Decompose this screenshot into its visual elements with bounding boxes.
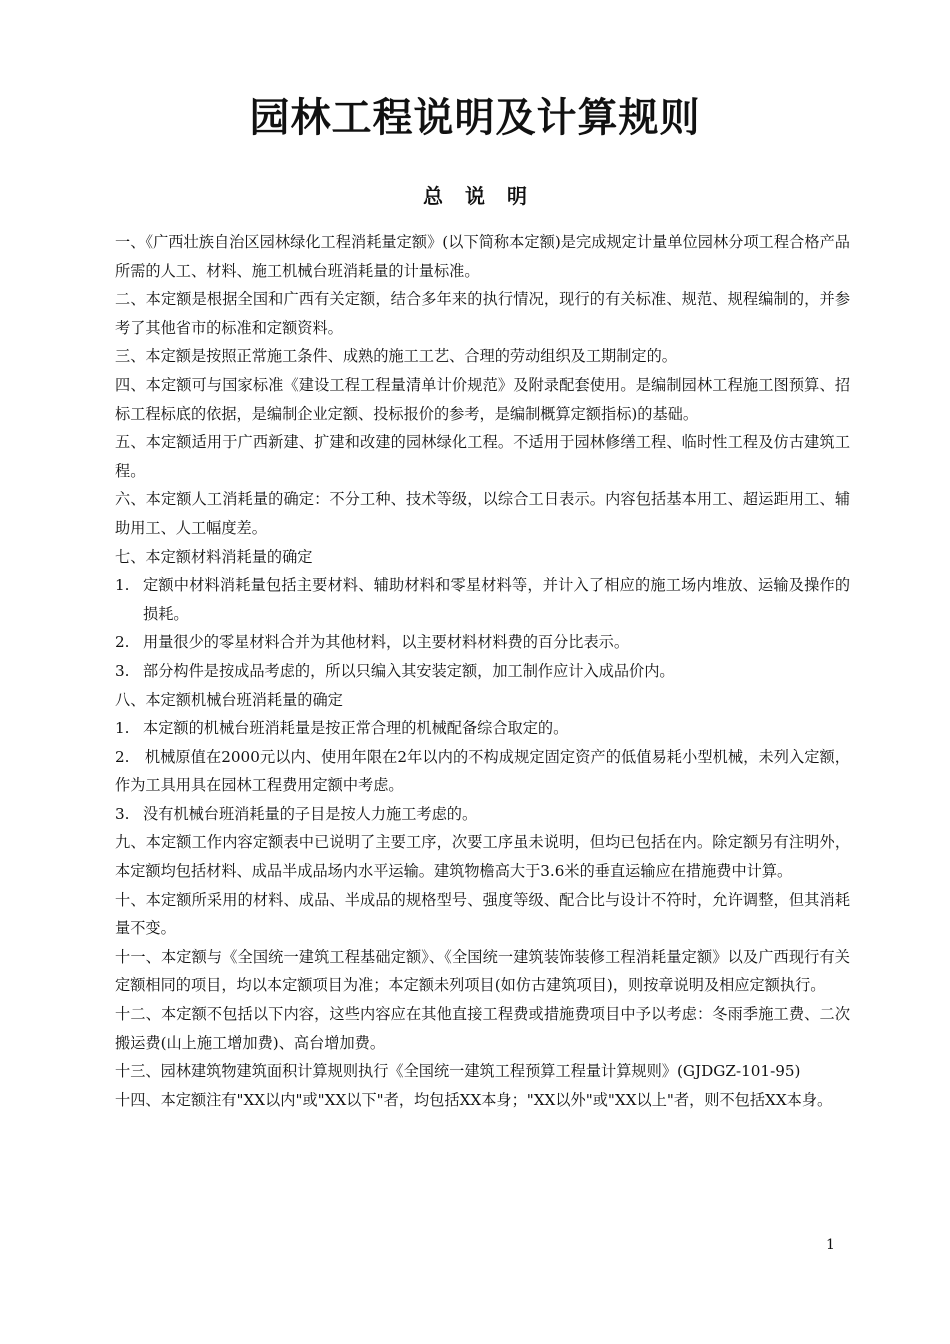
paragraph: 一、《广西壮族自治区园林绿化工程消耗量定额》(以下简称本定额)是完成规定计量单位园林分项工程合格产品所需的人工、材料、施工机械台班消耗量的计量标准。 bbox=[115, 233, 850, 280]
list-item-text: 用量很少的零星材料合并为其他材料，以主要材料材料费的百分比表示。 bbox=[143, 633, 629, 652]
list-item bbox=[115, 714, 850, 743]
paragraph: 六、本定额人工消耗量的确定：不分工种、技术等级，以综合工日表示。内容包括基本用工、超运距用工、辅助用工、人工幅度差。 bbox=[115, 490, 850, 537]
list-item bbox=[115, 800, 850, 829]
list-item bbox=[115, 657, 850, 686]
paragraph: 十二、本定额不包括以下内容，这些内容应在其他直接工程费或措施费项目中予以考虑：冬雨季施工费、二次搬运费(山上施工增加费)、高台增加费。 bbox=[115, 1005, 850, 1052]
paragraph: 三、本定额是按照正常施工条件、成熟的施工工艺、合理的劳动组织及工期制定的。 bbox=[115, 347, 677, 366]
paragraph: 十一、本定额与《全国统一建筑工程基础定额》、《全国统一建筑装饰装修工程消耗量定额》以及广西现行有关定额相同的项目，均以本定额项目为准；本定额未列项目(如仿古建筑项目)，则按章说明及相应定额执行。 bbox=[115, 947, 850, 995]
paragraph: 四、本定额可与国家标准《建设工程工程量清单计价规范》及附录配套使用。是编制园林工程施工图预算、招标工程标底的依据，是编制企业定额、投标报价的参考，是编制概算定额指标)的基础。 bbox=[115, 375, 850, 423]
paragraph: 八、本定额机械台班消耗量的确定 bbox=[115, 690, 343, 709]
document-title: 园林工程说明及计算规则 bbox=[249, 95, 701, 141]
list-item-text: 没有机械台班消耗量的子目是按人力施工考虑的。 bbox=[143, 804, 478, 823]
list-item-text: 本定额的机械台班消耗量是按正常合理的机械配备综合取定的。 bbox=[143, 719, 569, 738]
body-text bbox=[115, 228, 850, 1114]
paragraph: 十四、本定额注有"XX以内"或"XX以下"者，均包括XX本身；"XX以外"或"XX以上"者，则不包括XX本身。 bbox=[115, 1090, 833, 1109]
list-item-number: 3. bbox=[115, 661, 130, 680]
paragraph: 十、本定额所采用的材料、成品、半成品的规格型号、强度等级、配合比与设计不符时，允许调整，但其消耗量不变。 bbox=[115, 890, 850, 938]
section-title: 总说明 bbox=[423, 184, 549, 208]
list-item-text: 部分构件是按成品考虑的，所以只编入其安装定额，加工制作应计入成品价内。 bbox=[143, 661, 675, 680]
paragraph: 五、本定额适用于广西新建、扩建和改建的园林绿化工程。不适用于园林修缮工程、临时性工程及仿古建筑工程。 bbox=[115, 433, 850, 480]
list-item-text: 定额中材料消耗量包括主要材料、辅助材料和零星材料等，并计入了相应的施工场内堆放、运输及操作的损耗。 bbox=[143, 576, 850, 623]
list-item-number: 1. bbox=[115, 719, 130, 738]
paragraph: 七、本定额材料消耗量的确定 bbox=[115, 547, 313, 566]
list-item bbox=[115, 628, 850, 657]
paragraph: 二、本定额是根据全国和广西有关定额，结合多年来的执行情况，现行的有关标准、规范、规程编制的，并参考了其他省市的标准和定额资料。 bbox=[115, 290, 850, 337]
paragraph: 九、本定额工作内容定额表中已说明了主要工序，次要工序虽未说明，但均已包括在内。除定额另有注明外，本定额均包括材料、成品半成品场内水平运输。建筑物檐高大于3.6米的垂直运输应在措施费中计算。 bbox=[115, 833, 850, 881]
list-item-number: 2. bbox=[115, 633, 130, 652]
paragraph: 2. 机械原值在2000元以内、使用年限在2年以内的不构成规定固定资产的低值易耗小型机械，未列入定额，作为工具用具在园林工程费用定额中考虑。 bbox=[115, 747, 850, 795]
list-item-number: 3. bbox=[115, 804, 130, 823]
list-item-number: 1. bbox=[115, 576, 130, 595]
page-number: 1 bbox=[826, 1237, 835, 1253]
list-item bbox=[115, 571, 850, 628]
paragraph: 十三、园林建筑物建筑面积计算规则执行《全国统一建筑工程预算工程量计算规则》(GJDGZ-101-95) bbox=[115, 1062, 801, 1081]
